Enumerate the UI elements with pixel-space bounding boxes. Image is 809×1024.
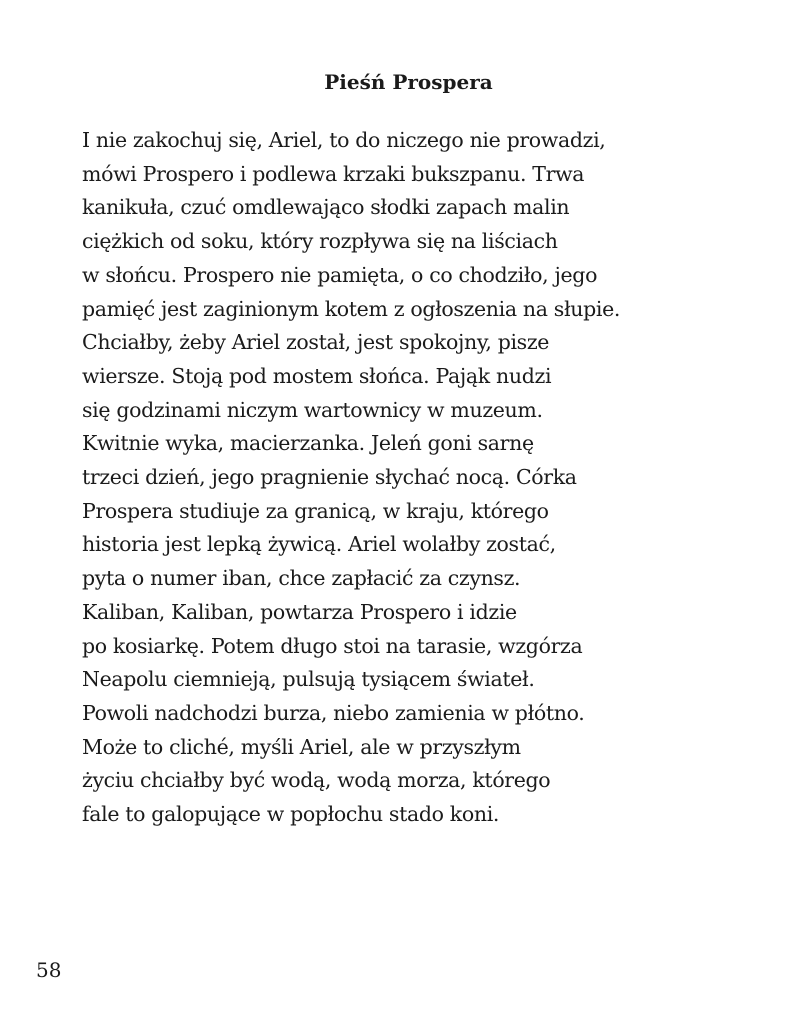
poem-line: ciężkich od soku, który rozpływa się na liściach <box>82 229 558 254</box>
page-number: 58 <box>36 958 62 982</box>
poem-line: Neapolu ciemnieją, pulsują tysiącem świateł. <box>82 667 535 692</box>
poem-line: Prospera studiuje za granicą, w kraju, którego <box>82 498 549 523</box>
poem-line: Może to cliché, myśli Ariel, ale w przyszłym <box>82 734 521 759</box>
poem-line: Chciałby, żeby Ariel został, jest spokojny, pisze <box>82 330 550 355</box>
poem-line: Kwitnie wyka, macierzanka. Jeleń goni sarnę <box>82 431 534 456</box>
poem-line: się godzinami niczym wartownicy w muzeum. <box>82 397 543 422</box>
poem-line: mówi Prospero i podlewa krzaki bukszpanu. Trwa <box>82 161 585 186</box>
poem-line: pyta o numer iban, chce zapłacić za czynsz. <box>82 566 521 591</box>
poem-line: trzeci dzień, jego pragnienie słychać nocą. Córka <box>82 465 577 490</box>
poem-body <box>82 124 782 832</box>
poem-line: w słońcu. Prospero nie pamięta, o co chodziło, jego <box>82 262 598 287</box>
poem-line: kanikuła, czuć omdlewająco słodki zapach malin <box>82 195 570 220</box>
poem-line: historia jest lepką żywicą. Ariel wolałby zostać, <box>82 532 556 557</box>
poem-title: Pieśń Prospera <box>324 70 493 94</box>
poem-line: wiersze. Stoją pod mostem słońca. Pająk nudzi <box>82 363 552 388</box>
poem-line: po kosiarkę. Potem długo stoi na tarasie, wzgórza <box>82 633 583 658</box>
poem-line: Powoli nadchodzi burza, niebo zamienia w płótno. <box>82 700 585 725</box>
poem-line: fale to galopujące w popłochu stado koni. <box>82 802 500 827</box>
poem-line: I nie zakochuj się, Ariel, to do niczego nie prowadzi, <box>82 128 606 152</box>
poem-line: życiu chciałby być wodą, wodą morza, którego <box>82 768 551 793</box>
poem-line: pamięć jest zaginionym kotem z ogłoszenia na słupie. <box>82 296 621 321</box>
poem-line: Kaliban, Kaliban, powtarza Prospero i idzie <box>82 599 517 624</box>
